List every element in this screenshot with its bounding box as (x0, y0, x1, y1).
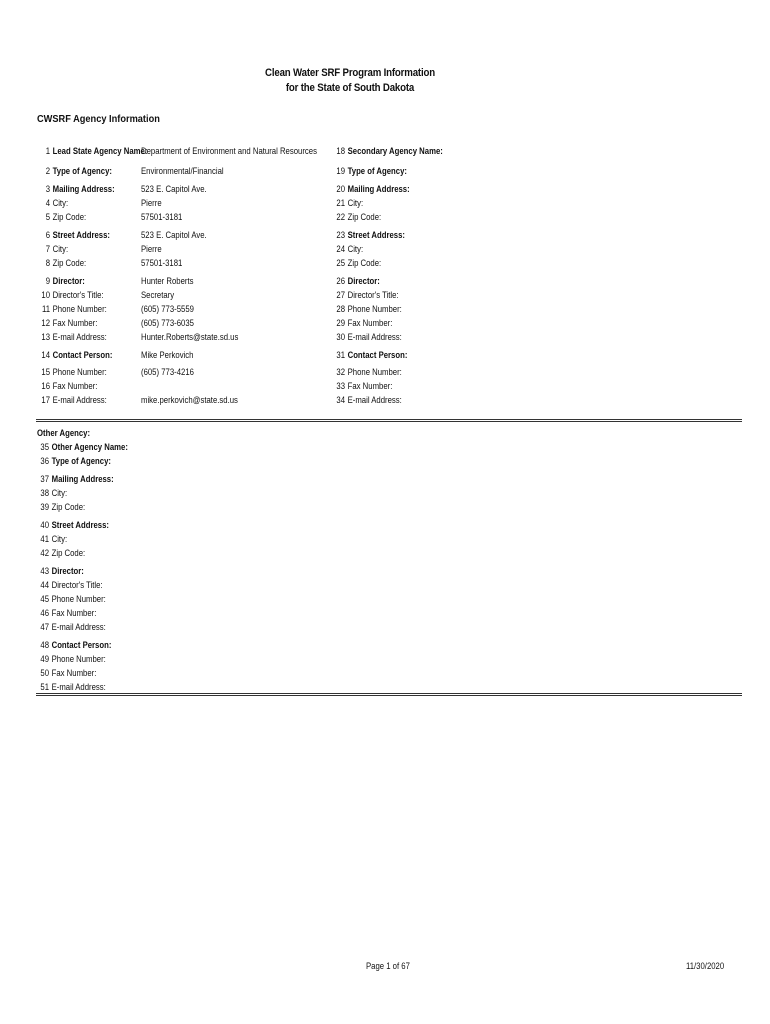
field-value: 523 E. Capitol Ave. (141, 184, 207, 194)
field-value: 57501-3181 (141, 258, 183, 268)
field-label: Contact Person: (51, 640, 112, 650)
field-number: 32 (336, 367, 346, 377)
field-label: Other Agency Name: (51, 442, 128, 452)
field-label: E-mail Address: (51, 622, 106, 632)
field-number: 48 (40, 640, 50, 650)
field-row (38, 303, 107, 316)
divider-top (36, 419, 742, 422)
field-value: Secretary (141, 290, 175, 300)
field-label: Mailing Address: (347, 184, 410, 194)
title-line-2: for the State of South Dakota (285, 82, 415, 94)
field-label: Fax Number: (52, 318, 98, 328)
field-row (333, 303, 402, 316)
field-number: 1 (45, 146, 51, 156)
field-row (37, 565, 84, 578)
field-label: Mailing Address: (51, 474, 114, 484)
field-number: 5 (45, 212, 51, 222)
field-label: E-mail Address: (347, 395, 402, 405)
field-label: City: (52, 244, 69, 254)
field-label: Contact Person: (347, 350, 408, 360)
field-row (333, 317, 392, 330)
field-row (38, 349, 112, 362)
field-number: 2 (45, 166, 51, 176)
field-label: Fax Number: (52, 381, 98, 391)
field-number: 49 (40, 654, 50, 664)
field-row (37, 547, 85, 560)
field-number: 25 (336, 258, 346, 268)
field-label: Zip Code: (347, 212, 382, 222)
field-row (38, 145, 147, 158)
field-label: Zip Code: (51, 502, 86, 512)
field-number: 42 (40, 548, 50, 558)
field-label: Director: (347, 276, 380, 286)
field-label: Type of Agency: (347, 166, 407, 176)
document-title (42, 66, 658, 96)
field-label: City: (52, 198, 69, 208)
field-row (37, 487, 67, 500)
field-row (333, 349, 407, 362)
field-number: 17 (41, 395, 51, 405)
field-value: (605) 773-6035 (141, 318, 194, 328)
field-label: Phone Number: (51, 654, 106, 664)
field-row (333, 183, 410, 196)
field-row (37, 593, 106, 606)
field-label: City: (347, 198, 364, 208)
field-number: 26 (336, 276, 346, 286)
field-label: E-mail Address: (52, 332, 107, 342)
field-label: Street Address: (52, 230, 110, 240)
field-row (37, 653, 106, 666)
field-label: Zip Code: (52, 212, 87, 222)
field-value: Environmental/Financial (141, 166, 224, 176)
field-row (38, 289, 104, 302)
field-row (38, 394, 107, 407)
field-row (333, 257, 381, 270)
field-row (38, 211, 86, 224)
field-label: Phone Number: (52, 367, 107, 377)
field-number: 16 (41, 381, 51, 391)
field-number: 3 (45, 184, 51, 194)
field-label: Zip Code: (52, 258, 87, 268)
field-label: E-mail Address: (51, 682, 106, 692)
field-row (333, 229, 405, 242)
field-row (333, 289, 399, 302)
field-number: 23 (336, 230, 346, 240)
page-number: Page 1 of 67 (366, 961, 410, 971)
field-label: Zip Code: (51, 548, 86, 558)
field-number: 6 (45, 230, 51, 240)
field-label: Phone Number: (347, 367, 402, 377)
title-line-1: Clean Water SRF Program Information (265, 67, 435, 79)
field-value: Department of Environment and Natural Resources (141, 146, 317, 156)
field-row (37, 621, 106, 634)
field-row (333, 243, 363, 256)
field-value: (605) 773-4216 (141, 367, 194, 377)
field-row (38, 380, 97, 393)
field-number: 36 (40, 456, 50, 466)
field-label: Zip Code: (347, 258, 382, 268)
field-label: Director's Title: (52, 290, 104, 300)
field-label: Mailing Address: (52, 184, 115, 194)
field-label: Fax Number: (51, 668, 97, 678)
field-number: 51 (40, 682, 50, 692)
field-row (37, 455, 111, 468)
field-number: 7 (45, 244, 51, 254)
field-row (333, 165, 407, 178)
field-number: 30 (336, 332, 346, 342)
field-number: 13 (41, 332, 51, 342)
field-label: Director's Title: (347, 290, 399, 300)
footer-date: 11/30/2020 (686, 961, 725, 971)
field-row (37, 473, 114, 486)
field-label: Type of Agency: (52, 166, 112, 176)
field-row (37, 579, 103, 592)
field-row (37, 501, 85, 514)
field-label: Secondary Agency Name: (347, 146, 443, 156)
field-label: Fax Number: (51, 608, 97, 618)
field-label: Director: (51, 566, 84, 576)
field-number: 27 (336, 290, 346, 300)
field-number: 43 (40, 566, 50, 576)
field-number: 47 (40, 622, 50, 632)
field-label: Director's Title: (51, 580, 103, 590)
field-label: Type of Agency: (51, 456, 111, 466)
field-number: 21 (336, 198, 346, 208)
field-number: 41 (40, 534, 50, 544)
field-value: Mike Perkovich (141, 350, 194, 360)
field-label: E-mail Address: (347, 332, 402, 342)
field-number: 8 (45, 258, 51, 268)
divider-bottom (36, 693, 742, 696)
field-row (38, 165, 112, 178)
field-row (37, 667, 96, 680)
field-row (38, 229, 110, 242)
field-number: 14 (41, 350, 51, 360)
field-row (38, 317, 97, 330)
field-row (38, 257, 86, 270)
field-row (333, 331, 402, 344)
field-number: 44 (40, 580, 50, 590)
field-number: 38 (40, 488, 50, 498)
field-row (38, 183, 115, 196)
field-label: City: (51, 488, 68, 498)
field-number: 19 (336, 166, 346, 176)
field-row (37, 639, 111, 652)
field-number: 4 (45, 198, 51, 208)
field-label: Fax Number: (347, 381, 393, 391)
field-row (38, 331, 107, 344)
field-row (38, 243, 68, 256)
field-label: Director: (52, 276, 85, 286)
field-number: 33 (336, 381, 346, 391)
field-value: Hunter.Roberts@state.sd.us (141, 332, 239, 342)
field-number: 9 (45, 276, 51, 286)
field-row (333, 211, 381, 224)
field-number: 28 (336, 304, 346, 314)
section-title: CWSRF Agency Information (37, 113, 160, 125)
field-value: 57501-3181 (141, 212, 183, 222)
field-label: Street Address: (347, 230, 405, 240)
field-number: 34 (336, 395, 346, 405)
field-value: Hunter Roberts (141, 276, 194, 286)
field-label: Street Address: (51, 520, 109, 530)
field-label: City: (347, 244, 364, 254)
field-number: 10 (41, 290, 51, 300)
field-number: 11 (42, 304, 51, 314)
field-label: Phone Number: (52, 304, 107, 314)
field-number: 45 (40, 594, 50, 604)
other-agency-heading: Other Agency: (37, 428, 91, 438)
field-row (333, 366, 402, 379)
field-value: 523 E. Capitol Ave. (141, 230, 207, 240)
field-row (37, 607, 96, 620)
field-label: E-mail Address: (52, 395, 107, 405)
field-row (37, 441, 128, 454)
field-row (333, 145, 443, 158)
field-row (333, 380, 392, 393)
field-row (38, 275, 85, 288)
field-value: Pierre (141, 198, 162, 208)
field-label: Lead State Agency Name: (52, 146, 148, 156)
field-value: (605) 773-5559 (141, 304, 194, 314)
field-row (37, 519, 109, 532)
field-number: 50 (40, 668, 50, 678)
field-number: 29 (336, 318, 346, 328)
field-value: Pierre (141, 244, 162, 254)
field-number: 12 (41, 318, 51, 328)
field-row (38, 366, 107, 379)
field-number: 35 (40, 442, 50, 452)
field-number: 40 (40, 520, 50, 530)
field-label: City: (51, 534, 68, 544)
field-label: Fax Number: (347, 318, 393, 328)
field-number: 24 (336, 244, 346, 254)
field-value: mike.perkovich@state.sd.us (141, 395, 238, 405)
field-number: 20 (336, 184, 346, 194)
field-number: 18 (336, 146, 346, 156)
field-number: 37 (40, 474, 50, 484)
field-label: Phone Number: (347, 304, 402, 314)
field-row (37, 533, 67, 546)
field-row (333, 197, 363, 210)
field-label: Contact Person: (52, 350, 113, 360)
field-number: 39 (40, 502, 50, 512)
field-number: 46 (40, 608, 50, 618)
field-number: 15 (41, 367, 51, 377)
field-row (38, 197, 68, 210)
field-label: Phone Number: (51, 594, 106, 604)
field-number: 31 (336, 350, 346, 360)
field-number: 22 (336, 212, 346, 222)
field-row (333, 394, 402, 407)
field-row (333, 275, 380, 288)
